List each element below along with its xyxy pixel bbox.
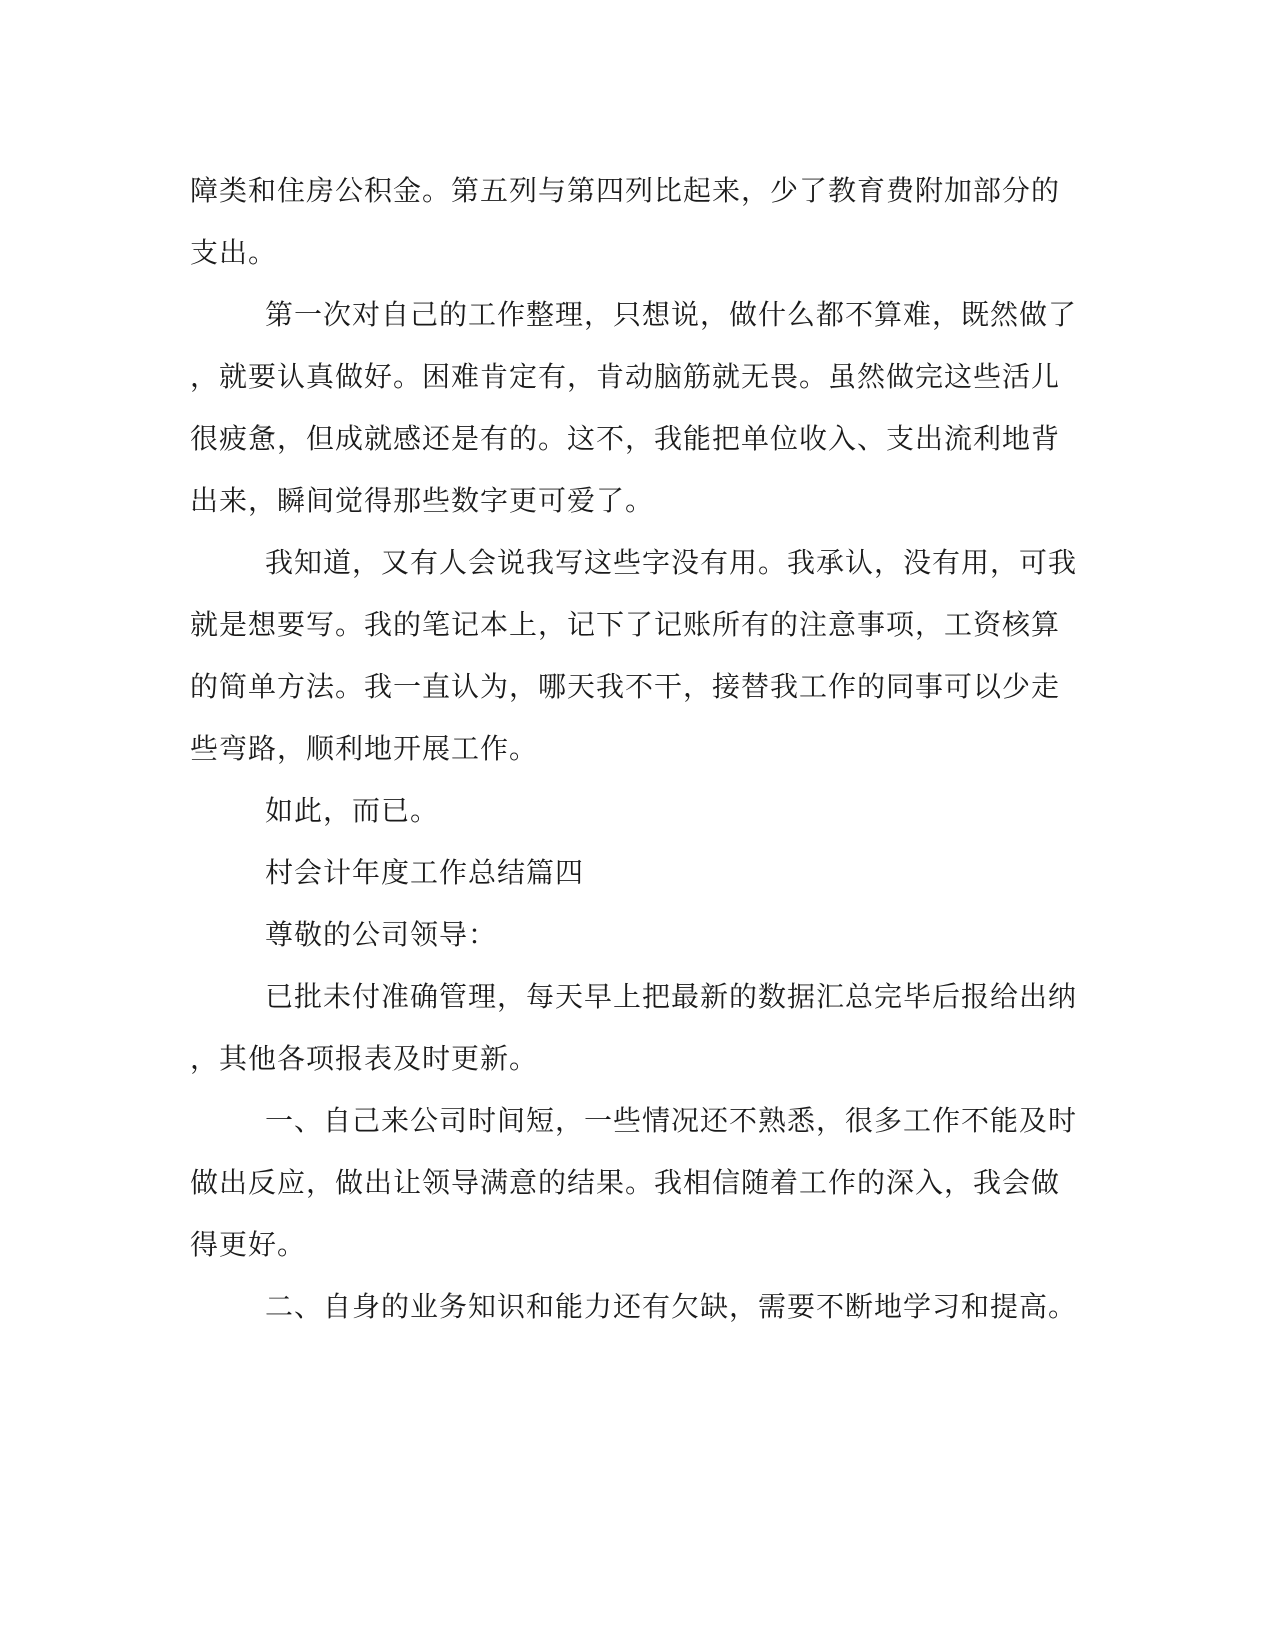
text-line: 障类和住房公积金。第五列与第四列比起来，少了教育费附加部分的 — [190, 174, 1061, 207]
text-line: 的简单方法。我一直认为，哪天我不干，接替我工作的同事可以少走 — [190, 670, 1061, 703]
text-line: 尊敬的公司领导： — [265, 918, 498, 951]
text-line: 第一次对自己的工作整理，只想说，做什么都不算难，既然做了 — [265, 298, 1078, 331]
text-line: 我知道，又有人会说我写这些字没有用。我承认，没有用，可我 — [265, 546, 1078, 579]
text-line: 如此，而已。 — [265, 794, 440, 827]
text-line: ，其他各项报表及时更新。 — [190, 1042, 539, 1075]
document-body — [190, 160, 1090, 1338]
text-line: 出来，瞬间觉得那些数字更可爱了。 — [190, 484, 655, 517]
text-line: 支出。 — [190, 236, 278, 269]
text-line: 很疲惫，但成就感还是有的。这不，我能把单位收入、支出流利地背 — [190, 422, 1061, 455]
text-line: 得更好。 — [190, 1228, 307, 1261]
text-line: 些弯路，顺利地开展工作。 — [190, 732, 539, 765]
text-line: 一、自己来公司时间短，一些情况还不熟悉，很多工作不能及时 — [265, 1104, 1078, 1137]
text-line: 就是想要写。我的笔记本上，记下了记账所有的注意事项，工资核算 — [190, 608, 1061, 641]
text-line: 村会计年度工作总结篇四 — [265, 856, 585, 889]
text-line: 做出反应，做出让领导满意的结果。我相信随着工作的深入，我会做 — [190, 1166, 1061, 1199]
text-line: ，就要认真做好。困难肯定有，肯动脑筋就无畏。虽然做完这些活儿 — [190, 360, 1061, 393]
text-line: 二、自身的业务知识和能力还有欠缺，需要不断地学习和提高。 — [265, 1290, 1078, 1323]
text-line: 已批未付准确管理，每天早上把最新的数据汇总完毕后报给出纳 — [265, 980, 1078, 1013]
